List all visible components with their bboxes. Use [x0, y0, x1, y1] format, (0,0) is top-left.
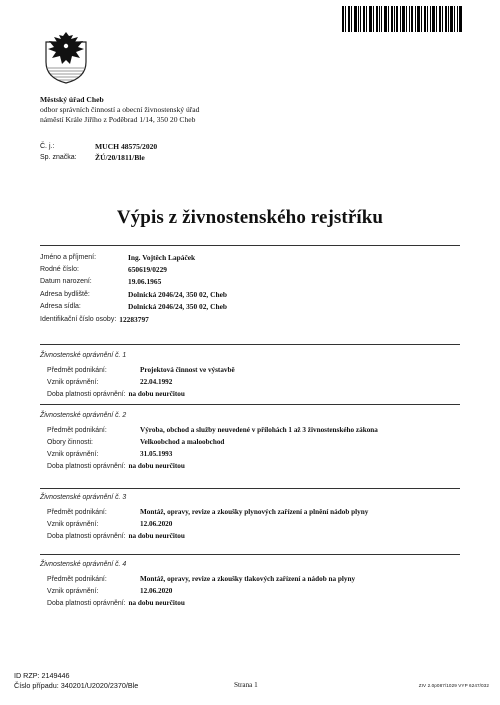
birth-number-label: Rodné číslo: [40, 266, 79, 274]
seat-label: Adresa sídla: [40, 303, 81, 311]
birth-number-value: 650619/0229 [128, 265, 168, 275]
office-department: odbor správních činností a obecní živnostenský úřad [40, 105, 200, 114]
origin-label: Vznik oprávnění: [47, 520, 99, 528]
form-code: ZIV 2.0p087/1029 VYP 6247/032 [418, 683, 489, 688]
residence-value: Dolnická 2046/24, 350 02, Cheb [128, 289, 227, 299]
office-address: náměstí Krále Jiřího z Poděbrad 1/14, 350 20 Cheb [40, 115, 196, 124]
validity-label: Doba platnosti oprávnění: [47, 599, 126, 607]
origin-label: Vznik oprávnění: [47, 378, 99, 386]
divider [40, 344, 460, 345]
validity-value: na dobu neurčitou [128, 532, 185, 540]
origin-value: 22.04.1992 [140, 378, 173, 386]
person-name-label: Jméno a příjmení: [40, 253, 97, 261]
validity-value: na dobu neurčitou [128, 599, 185, 607]
reference-sp-label: Sp. značka: [40, 153, 77, 161]
license-heading: Živnostenské oprávnění č. 2 [40, 412, 127, 419]
origin-label: Vznik oprávnění: [47, 450, 99, 458]
page-number: Strana 1 [234, 681, 258, 689]
divider [40, 404, 460, 405]
subject-value: Montáž, opravy, revize a zkoušky tlakových zařízení a nádob na plyny [140, 575, 356, 583]
id-number-label: Identifikační číslo osoby: [40, 315, 117, 323]
seat-value: Dolnická 2046/24, 350 02, Cheb [128, 302, 227, 312]
subject-label: Předmět podnikání: [47, 366, 107, 374]
license-section-1 [40, 352, 460, 400]
origin-value: 12.06.2020 [140, 520, 173, 528]
subject-label: Předmět podnikání: [47, 426, 107, 434]
id-number-value: 12283797 [119, 314, 149, 324]
birth-date-label: Datum narození: [40, 278, 92, 286]
divider [40, 554, 460, 555]
license-heading: Živnostenské oprávnění č. 1 [40, 352, 127, 359]
coat-of-arms-icon [40, 28, 92, 84]
reference-cj-label: Č. j.: [40, 143, 55, 150]
origin-value: 12.06.2020 [140, 587, 173, 595]
subject-label: Předmět podnikání: [47, 508, 107, 516]
reference-sp-value: ŽÚ/20/1811/Ble [95, 152, 145, 162]
person-details [40, 251, 227, 325]
reference-block [40, 142, 157, 163]
case-number: Číslo případu: 340201/U2020/2370/Ble [14, 681, 139, 691]
origin-value: 31.05.1993 [140, 450, 173, 458]
subject-value: Montáž, opravy, revize a zkoušky plynových zařízení a plnění nádob plyny [140, 508, 369, 516]
license-section-4 [40, 561, 460, 609]
license-heading: Živnostenské oprávnění č. 4 [40, 561, 127, 568]
validity-label: Doba platnosti oprávnění: [47, 390, 126, 398]
residence-label: Adresa bydliště: [40, 290, 90, 298]
validity-value: na dobu neurčitou [128, 462, 185, 470]
validity-label: Doba platnosti oprávnění: [47, 532, 126, 540]
subject-value: Projektová činnost ve výstavbě [140, 366, 235, 374]
divider [40, 245, 460, 246]
subject-label: Předmět podnikání: [47, 575, 107, 583]
origin-label: Vznik oprávnění: [47, 587, 99, 595]
license-section-2 [40, 412, 460, 472]
validity-label: Doba platnosti oprávnění: [47, 462, 126, 470]
person-name-value: Ing. Vojtěch Lapáček [128, 252, 196, 262]
fields-value: Velkoobchod a maloobchod [140, 438, 225, 446]
reference-cj-value: MUCH 48575/2020 [95, 142, 158, 151]
barcode [342, 6, 462, 32]
validity-value: na dobu neurčitou [128, 390, 185, 398]
birth-date-value: 19.06.1965 [128, 277, 162, 287]
footer-ids [14, 671, 138, 691]
divider [40, 488, 460, 489]
license-section-3 [40, 494, 460, 542]
document-title: Výpis z živnostenského rejstříku [116, 207, 384, 228]
issuing-office [40, 95, 199, 125]
fields-label: Obory činnosti: [47, 438, 93, 446]
id-rzp: ID RZP: 2149446 [14, 671, 70, 680]
office-name: Městský úřad Cheb [40, 95, 104, 104]
license-heading: Živnostenské oprávnění č. 3 [40, 494, 127, 501]
subject-value: Výroba, obchod a služby neuvedené v přílohách 1 až 3 živnostenského zákona [140, 426, 378, 434]
